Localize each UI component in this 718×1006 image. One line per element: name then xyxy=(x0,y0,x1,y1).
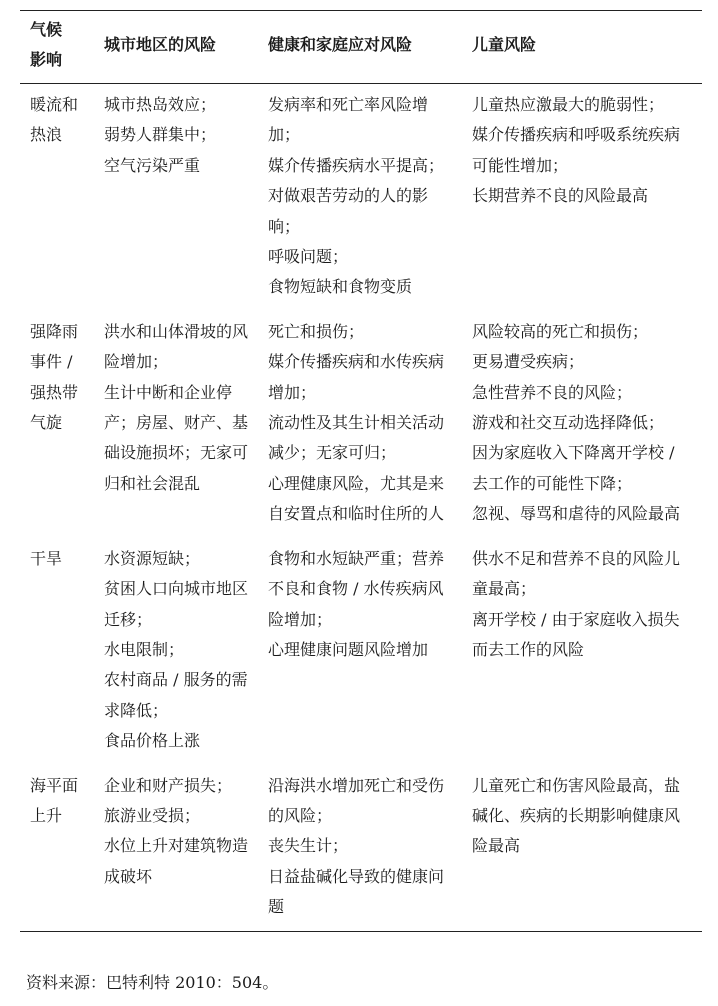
children-risk-item: 因为家庭收入下降离开学校 / 去工作的可能性下降； xyxy=(472,443,675,493)
health-risk-item: 心理健康问题风险增加 xyxy=(268,639,429,659)
children-risk-item: 忽视、辱骂和虐待的风险最高 xyxy=(472,504,681,524)
children-risk-item: 长期营养不良的风险最高 xyxy=(472,186,649,206)
impact-line: 干旱 xyxy=(30,548,63,568)
children-risk-item: 更易遭受疾病； xyxy=(472,352,585,372)
header-climate-impact-line: 气候 xyxy=(30,20,63,39)
health-risk-item: 丧失生计； xyxy=(268,836,349,856)
children-risk-cell xyxy=(462,538,702,765)
health-risk-cell xyxy=(258,765,462,932)
urban-risk-cell xyxy=(94,538,258,765)
impact-line: 热浪 xyxy=(30,125,63,145)
header-health-risk: 健康和家庭应对风险 xyxy=(268,35,413,54)
health-risk-item: 媒介传播疾病水平提高；对做艰苦劳动的人的影响； xyxy=(268,155,445,236)
impact-cell xyxy=(20,538,94,765)
health-risk-item: 食物短缺和食物变质 xyxy=(268,277,413,297)
health-risk-item: 流动性及其生计相关活动减少；无家可归； xyxy=(268,413,445,463)
children-risk-item: 供水不足和营养不良的风险儿童最高； xyxy=(472,548,681,599)
climate-risk-table xyxy=(20,10,702,932)
table-header-row xyxy=(20,11,702,84)
health-risk-item: 食物和水短缺严重；营养不良和食物 / 水传疾病风险增加； xyxy=(268,548,445,629)
health-risk-item: 死亡和损伤； xyxy=(268,321,365,341)
urban-risk-item: 城市热岛效应； xyxy=(104,95,217,114)
health-risk-item: 发病率和死亡率风险增加； xyxy=(268,95,429,145)
children-risk-item: 急性营养不良的风险； xyxy=(472,382,633,402)
urban-risk-item: 水位上升对建筑物造成破坏 xyxy=(104,836,249,886)
header-climate-impact xyxy=(20,11,94,84)
health-risk-item: 日益盐碱化导致的健康问题 xyxy=(268,866,445,917)
urban-risk-item: 水电限制； xyxy=(104,639,185,659)
children-risk-item: 游戏和社交互动选择降低； xyxy=(472,413,665,433)
impact-line: 气旋 xyxy=(30,413,63,433)
urban-risk-item: 弱势人群集中； xyxy=(104,125,217,145)
health-risk-cell xyxy=(258,84,462,311)
children-risk-item: 离开学校 / 由于家庭收入损失而去工作的风险 xyxy=(472,609,680,659)
urban-risk-item: 洪水和山体滑坡的风险增加； xyxy=(104,321,249,372)
health-risk-item: 媒介传播疾病和水传疾病增加； xyxy=(268,352,445,402)
impact-cell xyxy=(20,765,94,932)
urban-risk-item: 旅游业受损； xyxy=(104,805,201,825)
children-risk-cell xyxy=(462,84,702,311)
table-row xyxy=(20,765,702,932)
urban-risk-item: 空气污染严重 xyxy=(104,155,201,175)
health-risk-cell xyxy=(258,538,462,765)
header-children-risk: 儿童风险 xyxy=(472,35,537,54)
urban-risk-cell xyxy=(94,311,258,538)
impact-line: 强降雨 xyxy=(30,321,79,341)
children-risk-cell xyxy=(462,311,702,538)
risk-table-container xyxy=(20,10,702,932)
children-risk-cell xyxy=(462,765,702,932)
urban-risk-item: 生计中断和企业停产；房屋、财产、基础设施损坏；无家可归和社会混乱 xyxy=(104,382,249,493)
table-row xyxy=(20,84,702,311)
impact-line: 暖流和 xyxy=(30,95,79,114)
urban-risk-item: 水资源短缺； xyxy=(104,548,201,568)
urban-risk-item: 贫困人口向城市地区迁移； xyxy=(104,579,249,629)
source-note: 资料来源：巴特利特 2010：504。 xyxy=(26,973,279,992)
impact-line: 强热带 xyxy=(30,382,79,402)
health-risk-item: 心理健康风险，尤其是来自安置点和临时住所的人 xyxy=(268,473,445,524)
urban-risk-item: 食品价格上涨 xyxy=(104,731,201,751)
urban-risk-item: 企业和财产损失； xyxy=(104,775,233,795)
children-risk-item: 儿童死亡和伤害风险最高，盐碱化、疾病的长期影响健康风险最高 xyxy=(472,775,681,856)
health-risk-item: 沿海洪水增加死亡和受伤的风险； xyxy=(268,775,445,825)
children-risk-item: 儿童热应激最大的脆弱性； xyxy=(472,95,665,114)
health-risk-item: 呼吸问题； xyxy=(268,247,349,267)
urban-risk-cell xyxy=(94,84,258,311)
children-risk-item: 媒介传播疾病和呼吸系统疾病可能性增加； xyxy=(472,125,681,175)
children-risk-item: 风险较高的死亡和损伤； xyxy=(472,321,649,341)
urban-risk-item: 农村商品 / 服务的需求降低； xyxy=(104,670,248,720)
impact-line: 海平面 xyxy=(30,775,79,795)
impact-line: 事件 / xyxy=(30,352,73,372)
urban-risk-cell xyxy=(94,765,258,932)
header-urban-risk: 城市地区的风险 xyxy=(104,35,217,54)
table-row xyxy=(20,538,702,765)
impact-cell xyxy=(20,84,94,311)
health-risk-cell xyxy=(258,311,462,538)
table-row xyxy=(20,311,702,538)
impact-cell xyxy=(20,311,94,538)
header-climate-impact-line: 影响 xyxy=(30,50,63,69)
impact-line: 上升 xyxy=(30,805,63,825)
